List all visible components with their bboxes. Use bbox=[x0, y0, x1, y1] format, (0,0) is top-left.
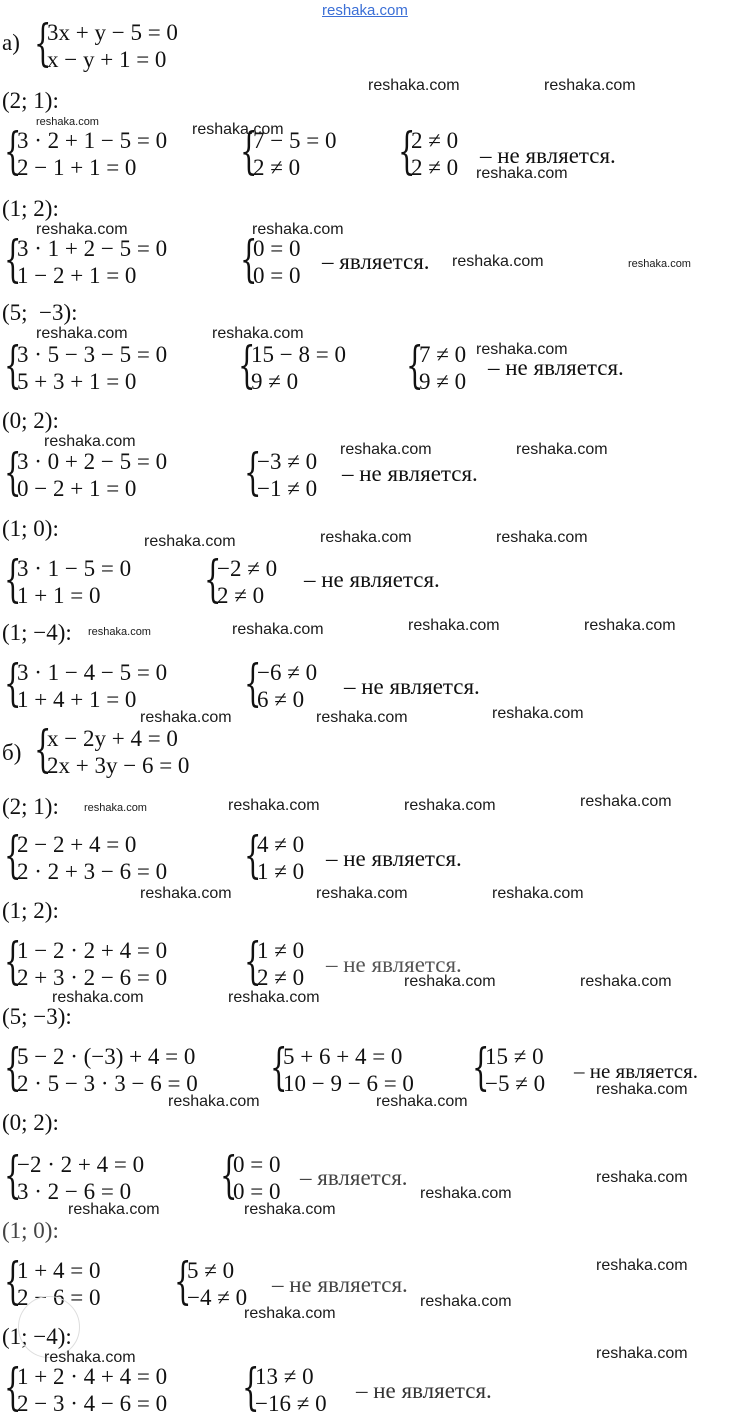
line-1: 4 ≠ 0 bbox=[257, 832, 305, 857]
line-1: −2 · 2 + 4 = 0 bbox=[17, 1152, 145, 1177]
line-2: −4 ≠ 0 bbox=[187, 1285, 248, 1310]
watermark-text: reshaka.com bbox=[628, 258, 691, 270]
line-1: 5 − 2 · (−3) + 4 = 0 bbox=[17, 1044, 196, 1069]
line-2: −16 ≠ 0 bbox=[255, 1391, 327, 1416]
watermark-text: reshaka.com bbox=[584, 617, 676, 634]
result-text: – не является. bbox=[574, 1059, 698, 1083]
line-1: 7 ≠ 0 bbox=[419, 342, 467, 367]
point-label: (5; −3): bbox=[2, 300, 78, 325]
system-line-2: 2x + 3y − 6 = 0 bbox=[47, 753, 190, 778]
brace: { bbox=[472, 1038, 490, 1096]
line-1: −2 ≠ 0 bbox=[217, 556, 278, 581]
brace: { bbox=[34, 720, 52, 778]
line-2: 0 = 0 bbox=[233, 1179, 281, 1204]
line-1: 15 ≠ 0 bbox=[485, 1044, 544, 1069]
result-text: – не является. bbox=[356, 1378, 492, 1403]
line-1: 7 − 5 = 0 bbox=[253, 128, 337, 153]
watermark-text: reshaka.com bbox=[68, 1201, 160, 1218]
watermark-text: reshaka.com bbox=[44, 1349, 136, 1366]
line-2: 2 · 5 − 3 · 3 − 6 = 0 bbox=[17, 1071, 198, 1096]
line-1: 3 · 1 − 5 = 0 bbox=[17, 556, 132, 581]
line-1: −6 ≠ 0 bbox=[257, 660, 318, 685]
brace: { bbox=[4, 336, 22, 394]
line-1: 3 · 0 + 2 − 5 = 0 bbox=[17, 449, 168, 474]
line-2: −1 ≠ 0 bbox=[257, 476, 318, 501]
line-1: 5 ≠ 0 bbox=[187, 1258, 235, 1283]
line-1: 15 − 8 = 0 bbox=[251, 342, 346, 367]
watermark-text: reshaka.com bbox=[420, 1293, 512, 1310]
watermark-text: reshaka.com bbox=[340, 441, 432, 458]
watermark-text: reshaka.com bbox=[36, 221, 128, 238]
brace: { bbox=[398, 122, 416, 180]
system-line-2: x − y + 1 = 0 bbox=[47, 47, 167, 72]
result-text: – не является. bbox=[326, 952, 462, 977]
line-2: 0 = 0 bbox=[253, 263, 301, 288]
point-label: (1; 0): bbox=[2, 516, 59, 541]
result-text: – не является. bbox=[342, 461, 478, 486]
line-2: 10 − 9 − 6 = 0 bbox=[283, 1071, 414, 1096]
brace: { bbox=[4, 230, 22, 288]
line-1: 0 = 0 bbox=[253, 236, 301, 261]
line-1: 1 + 4 = 0 bbox=[17, 1258, 101, 1283]
line-1: 1 + 2 · 4 + 4 = 0 bbox=[17, 1364, 168, 1389]
watermark-text: reshaka.com bbox=[212, 325, 304, 342]
point-label: (1; −4): bbox=[2, 620, 72, 645]
part-a-label: а) bbox=[2, 30, 20, 55]
watermark-text: reshaka.com bbox=[140, 709, 232, 726]
watermark-text: reshaka.com bbox=[376, 1093, 468, 1110]
result-text: – не является. bbox=[326, 846, 462, 871]
line-1: 3 · 1 + 2 − 5 = 0 bbox=[17, 236, 168, 261]
watermark-text: reshaka.com bbox=[228, 797, 320, 814]
line-1: 3 · 5 − 3 − 5 = 0 bbox=[17, 342, 168, 367]
watermark-text: reshaka.com bbox=[544, 77, 636, 94]
watermark-text: reshaka.com bbox=[320, 529, 412, 546]
line-2: 1 + 4 + 1 = 0 bbox=[17, 687, 137, 712]
result-text: – не является. bbox=[480, 143, 616, 168]
point-label: (2; 1): bbox=[2, 88, 59, 113]
watermark-text: reshaka.com bbox=[596, 1169, 688, 1186]
line-2: 5 + 3 + 1 = 0 bbox=[17, 369, 137, 394]
watermark-text: reshaka.com bbox=[88, 626, 151, 638]
brace: { bbox=[4, 1146, 22, 1204]
watermark-text: reshaka.com bbox=[84, 802, 147, 814]
brace: { bbox=[174, 1252, 192, 1310]
brace: { bbox=[238, 336, 256, 394]
point-label: (0; 2): bbox=[2, 1110, 59, 1135]
watermark-text: reshaka.com bbox=[192, 121, 284, 138]
line-2: 2 + 3 · 2 − 6 = 0 bbox=[17, 965, 168, 990]
brace: { bbox=[244, 654, 262, 712]
line-1: 0 = 0 bbox=[233, 1152, 281, 1177]
brace: { bbox=[244, 826, 262, 884]
watermark-text: reshaka.com bbox=[580, 793, 672, 810]
watermark-text: reshaka.com bbox=[36, 325, 128, 342]
watermark-text: reshaka.com bbox=[516, 441, 608, 458]
line-2: 2 − 1 + 1 = 0 bbox=[17, 155, 137, 180]
point-label: (1; −4): bbox=[2, 1324, 72, 1349]
result-text: – является. bbox=[322, 249, 430, 274]
line-1: 2 − 2 + 4 = 0 bbox=[17, 832, 137, 857]
result-text: – не является. bbox=[488, 355, 624, 380]
line-2: 1 − 2 + 1 = 0 bbox=[17, 263, 137, 288]
line-2: 2 ≠ 0 bbox=[257, 965, 305, 990]
watermark-text: reshaka.com bbox=[144, 533, 236, 550]
watermark-text: reshaka.com bbox=[476, 165, 568, 182]
brace: { bbox=[240, 230, 258, 288]
watermark-text: reshaka.com bbox=[244, 1305, 336, 1322]
line-1: 13 ≠ 0 bbox=[255, 1364, 314, 1389]
brace: { bbox=[4, 122, 22, 180]
brace: { bbox=[270, 1038, 288, 1096]
brace: { bbox=[220, 1146, 238, 1204]
line-1: 1 − 2 · 2 + 4 = 0 bbox=[17, 938, 168, 963]
brace: { bbox=[34, 14, 52, 72]
result-text: – не является. bbox=[272, 1272, 408, 1297]
line-2: 2 · 2 + 3 − 6 = 0 bbox=[17, 859, 168, 884]
system-line-1: 3x + y − 5 = 0 bbox=[47, 20, 178, 45]
watermark-text: reshaka.com bbox=[252, 221, 344, 238]
line-2: 2 ≠ 0 bbox=[411, 155, 459, 180]
watermark-text: reshaka.com bbox=[52, 989, 144, 1006]
part-b-label: б) bbox=[2, 740, 22, 765]
line-1: −3 ≠ 0 bbox=[257, 449, 318, 474]
line-2: 2 − 6 = 0 bbox=[17, 1285, 101, 1310]
brace: { bbox=[244, 932, 262, 990]
line-2: 2 ≠ 0 bbox=[217, 583, 265, 608]
watermark-text: reshaka.com bbox=[44, 433, 136, 450]
point-label: (1; 0): bbox=[2, 1218, 59, 1243]
line-2: −5 ≠ 0 bbox=[485, 1071, 546, 1096]
watermark-text: reshaka.com bbox=[596, 1345, 688, 1362]
result-text: – не является. bbox=[344, 674, 480, 699]
line-1: 3 · 1 − 4 − 5 = 0 bbox=[17, 660, 168, 685]
watermark-text: reshaka.com bbox=[408, 617, 500, 634]
brace: { bbox=[4, 826, 22, 884]
line-2: 1 ≠ 0 bbox=[257, 859, 305, 884]
watermark-text: reshaka.com bbox=[492, 885, 584, 902]
watermark-text: reshaka.com bbox=[140, 885, 232, 902]
watermark-text: reshaka.com bbox=[492, 705, 584, 722]
line-2: 1 + 1 = 0 bbox=[17, 583, 101, 608]
brace: { bbox=[4, 550, 22, 608]
watermark-text: reshaka.com bbox=[368, 77, 460, 94]
point-label: (1; 2): bbox=[2, 898, 59, 923]
point-label: (5; −3): bbox=[2, 1004, 72, 1029]
line-2: 9 ≠ 0 bbox=[251, 369, 299, 394]
watermark-text: reshaka.com bbox=[580, 973, 672, 990]
watermark-text: reshaka.com bbox=[228, 989, 320, 1006]
watermark-text: reshaka.com bbox=[596, 1081, 688, 1098]
watermark-text: reshaka.com bbox=[316, 885, 408, 902]
watermark-text: reshaka.com bbox=[232, 621, 324, 638]
brace: { bbox=[244, 443, 262, 501]
watermark-text: reshaka.com bbox=[36, 116, 99, 128]
result-text: – является. bbox=[300, 1165, 408, 1190]
watermark-text: reshaka.com bbox=[596, 1257, 688, 1274]
watermark-text: reshaka.com bbox=[404, 797, 496, 814]
brace: { bbox=[4, 932, 22, 990]
result-text: – не является. bbox=[304, 567, 440, 592]
line-1: 2 ≠ 0 bbox=[411, 128, 459, 153]
watermark-top-link[interactable]: reshaka.com bbox=[322, 2, 408, 19]
line-2: 2 − 3 · 4 − 6 = 0 bbox=[17, 1391, 168, 1416]
line-1: 3 · 2 + 1 − 5 = 0 bbox=[17, 128, 168, 153]
watermark-text: reshaka.com bbox=[420, 1185, 512, 1202]
watermark-text: reshaka.com bbox=[316, 709, 408, 726]
line-2: 9 ≠ 0 bbox=[419, 369, 467, 394]
brace: { bbox=[406, 336, 424, 394]
point-label: (2; 1): bbox=[2, 794, 59, 819]
watermark-text: reshaka.com bbox=[244, 1201, 336, 1218]
watermark-text: reshaka.com bbox=[168, 1093, 260, 1110]
watermark-text: reshaka.com bbox=[476, 341, 568, 358]
line-2: 2 ≠ 0 bbox=[253, 155, 301, 180]
point-label: (0; 2): bbox=[2, 408, 59, 433]
watermark-text: reshaka.com bbox=[496, 529, 588, 546]
line-1: 5 + 6 + 4 = 0 bbox=[283, 1044, 403, 1069]
line-1: 1 ≠ 0 bbox=[257, 938, 305, 963]
line-2: 6 ≠ 0 bbox=[257, 687, 305, 712]
brace: { bbox=[242, 1358, 260, 1416]
brace: { bbox=[4, 654, 22, 712]
system-line-1: x − 2y + 4 = 0 bbox=[47, 726, 178, 751]
brace: { bbox=[240, 122, 258, 180]
brace: { bbox=[204, 550, 222, 608]
line-2: 3 · 2 − 6 = 0 bbox=[17, 1179, 132, 1204]
brace: { bbox=[4, 443, 22, 501]
watermark-text: reshaka.com bbox=[404, 973, 496, 990]
line-2: 0 − 2 + 1 = 0 bbox=[17, 476, 137, 501]
brace: { bbox=[4, 1358, 22, 1416]
point-label: (1; 2): bbox=[2, 196, 59, 221]
watermark-text: reshaka.com bbox=[452, 253, 544, 270]
brace: { bbox=[4, 1038, 22, 1096]
brace: { bbox=[4, 1252, 22, 1310]
